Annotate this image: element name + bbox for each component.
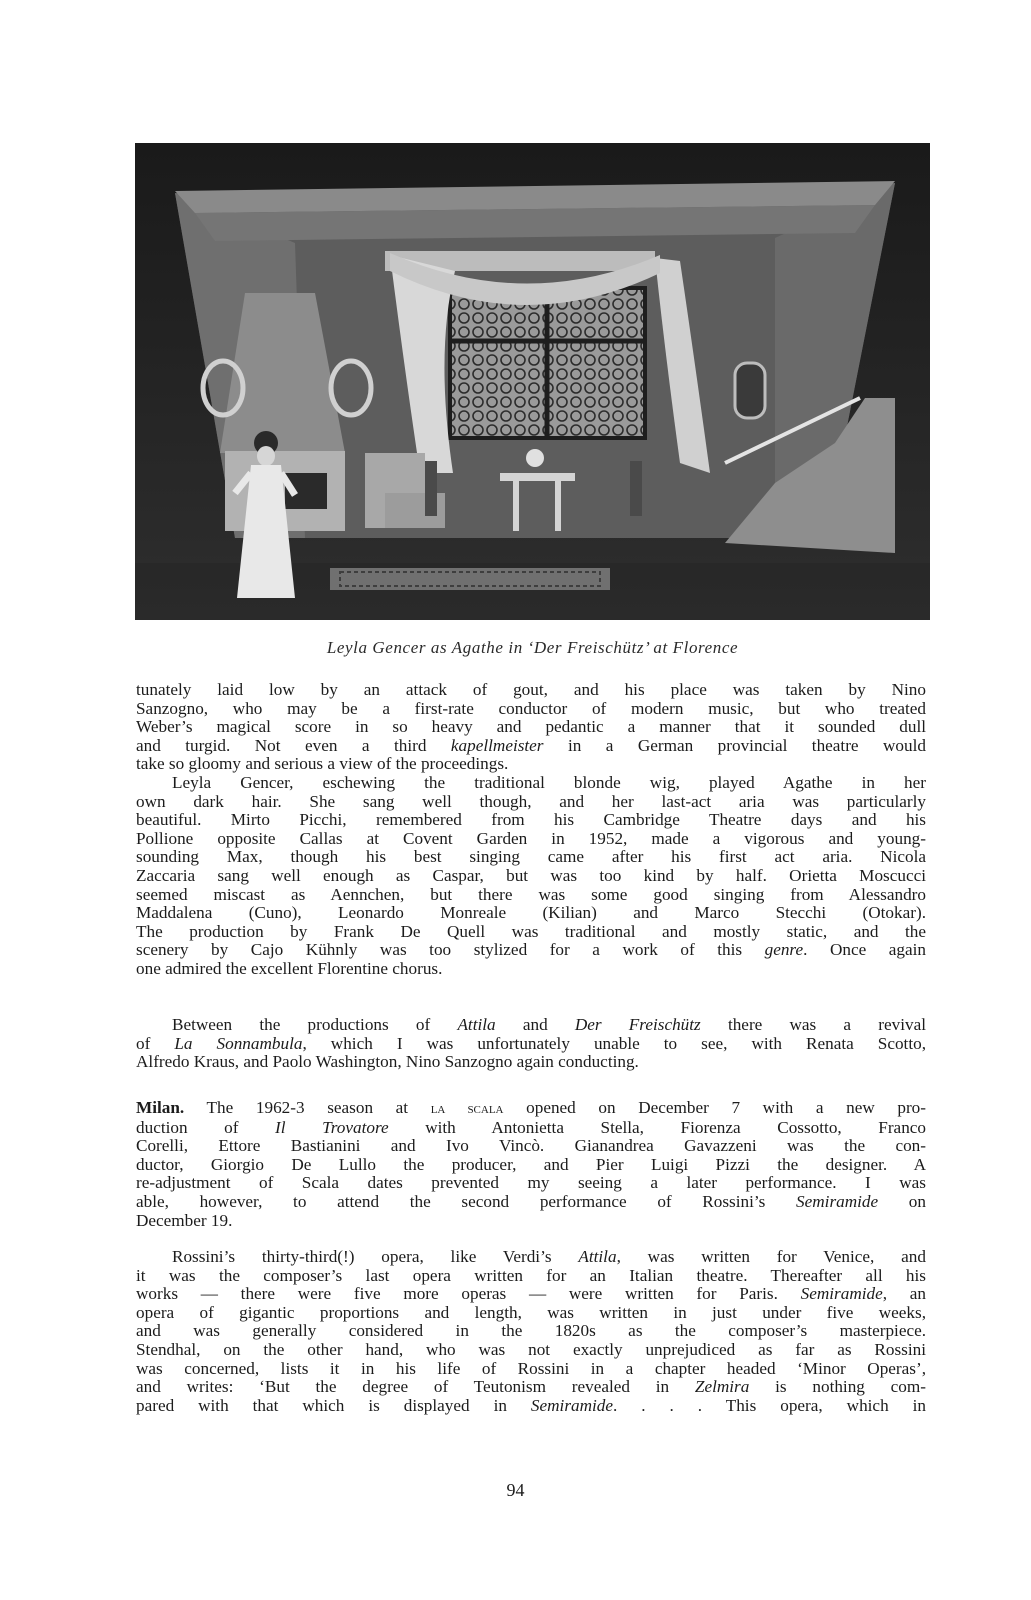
text-line: Leyla Gencer, eschewing the traditional blonde wig, played Agathe in her [172,773,926,792]
text-line: scenery by Cajo Kühnly was too stylized for a work of this genre. Once again [136,940,926,960]
text-line: and was generally considered in the 1820s as the composer’s masterpiece. [136,1321,926,1341]
stage-photograph [135,143,930,620]
text-line: of La Sonnambula, which I was unfortunately unable to see, with Renata Scotto, [136,1033,926,1053]
text-line: The production by Frank De Quell was traditional and mostly static, and the [136,921,926,941]
text-line: Rossini’s thirty-third(!) opera, like Verdi’s Attila, was written for Venice, and [172,1247,926,1266]
paragraph-5 [136,1248,926,1415]
text-line: Alfredo Kraus, and Paolo Washington, Nino Sanzogno again conducting. [136,1052,639,1072]
text-line: opera of gigantic proportions and length, was written in just under five weeks, [136,1302,926,1322]
photo-caption: Leyla Gencer as Agathe in ‘Der Freischütz’ at Florence [326,638,739,657]
text-line: Stendhal, on the other hand, who was not exactly unprejudiced as far as Rossini [136,1339,926,1359]
text-line: it was the composer’s last opera written for an Italian theatre. Thereafter all his [136,1265,926,1285]
text-line: own dark hair. She sang well though, and her last-act aria was particularly [136,791,926,811]
text-line: one admired the excellent Florentine chorus. [136,958,443,978]
text-line: and writes: ‘But the degree of Teutonism revealed in Zelmira is nothing com- [136,1377,926,1397]
paragraph-1 [136,681,926,774]
text-line: works — there were five more operas — were written for Paris. Semiramide, an [136,1284,926,1304]
text-line: beautiful. Mirto Picchi, remembered from his Cambridge Theatre days and his [136,810,926,830]
text-line: Between the productions of Attila and Der Freischütz there was a revival [172,1015,926,1034]
text-line: and turgid. Not even a third kapellmeister in a German provincial theatre would [136,735,926,755]
paragraph-4 [136,1099,926,1230]
text-line: Zaccaria sang well enough as Caspar, but was too kind by half. Orietta Moscucci [136,865,926,885]
text-line: December 19. [136,1210,233,1230]
paragraph-2 [136,774,926,979]
text-line: Maddalena (Cuno), Leonardo Monreale (Kilian) and Marco Stecchi (Otokar). [136,903,926,923]
paragraph-3 [136,1016,926,1072]
text-line: Weber’s magical score in so heavy and pedantic a manner that it sounded dull [136,717,926,737]
text-line: Milan. The 1962-3 season at la scala opened on December 7 with a new pro- [136,1098,926,1117]
text-line: able, however, to attend the second performance of Rossini’s Semiramide on [136,1191,926,1211]
text-line: Pollione opposite Callas at Covent Garden in 1952, made a vigorous and young- [136,828,926,848]
text-line: tunately laid low by an attack of gout, and his place was taken by Nino [136,680,926,699]
page-number: 94 [506,1480,525,1500]
text-line: duction of Il Trovatore with Antonietta Stella, Fiorenza Cossotto, Franco [136,1117,927,1137]
text-line: sounding Max, though his best singing came after his first act aria. Nicola [136,847,926,867]
section-heading-milan: Milan. [136,1098,185,1117]
text-line: Sanzogno, who may be a first-rate conductor of modern music, but who treated [136,698,926,718]
stage-scene-illustration [135,143,930,620]
text-line: ductor, Giorgio De Lullo the producer, and Pier Luigi Pizzi the designer. A [136,1154,926,1174]
text-line: re-adjustment of Scala dates prevented my seeing a later performance. I was [136,1173,926,1193]
text-line: Corelli, Ettore Bastianini and Ivo Vincò. Gianandrea Gavazzeni was the con- [136,1136,926,1156]
text-line: take so gloomy and serious a view of the proceedings. [136,754,509,774]
text-line: was concerned, lists it in his life of Rossini in a chapter headed ‘Minor Operas’, [136,1358,926,1378]
text-line: pared with that which is displayed in Semiramide. . . . This opera, which in [136,1395,926,1415]
text-line: seemed miscast as Aennchen, but there was some good singing from Alessandro [136,884,926,904]
